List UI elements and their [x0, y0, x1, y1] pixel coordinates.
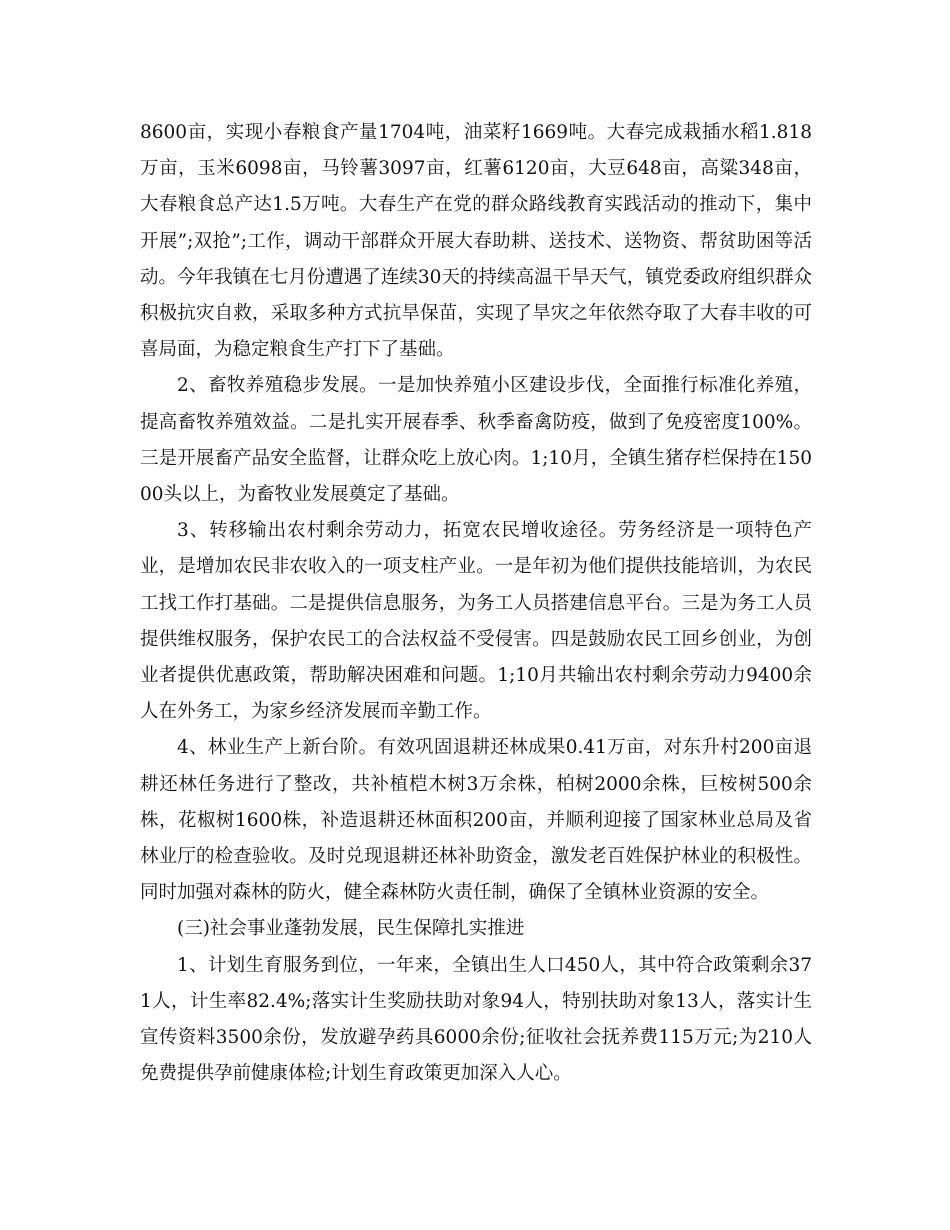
section-heading-social-affairs: (三)社会事业蓬勃发展，民生保障扎实推进 — [177, 918, 525, 940]
document-body — [140, 115, 812, 1092]
paragraph-livestock: 2、畜牧养殖稳步发展。一是加快养殖小区建设步伐，全面推行标准化养殖，提高畜牧养殖效益。二是扎实开展春季、秋季畜禽防疫，做到了免疫密度100%。三是开展畜产品安全监督，让群众吃上放心肉。1;10月，全镇生猪存栏保持在15000头以上，为畜牧业发展奠定了基础。 — [140, 375, 812, 506]
paragraph-labor-export: 3、转移输出农村剩余劳动力，拓宽农民增收途径。劳务经济是一项特色产业，是增加农民非农收入的一项支柱产业。一是年初为他们提供技能培训，为农民工找工作打基础。二是提供信息服务，为务工人员搭建信息平台。三是为务工人员提供维权服务，保护农民工的合法权益不受侵害。四是鼓励农民工回乡创业，为创业者提供优惠政策，帮助解决困难和问题。1;10月共输出农村剩余劳动力9400余人在外务工，为家乡经济发展而辛勤工作。 — [140, 520, 812, 723]
paragraph-family-planning: 1、计划生育服务到位，一年来，全镇出生人口450人，其中符合政策剩余371人，计生率82.4%;落实计生奖励扶助对象94人，特别扶助对象13人，落实计生宣传资料3500余份，发放避孕药具6000余份;征收社会抚养费115万元;为210人免费提供孕前健康体检;计划生育政策更加深入人心。 — [140, 954, 812, 1085]
paragraph-planting-summary: 8600亩，实现小春粮食产量1704吨，油菜籽1669吨。大春完成栽插水稻1.818万亩，玉米6098亩，马铃薯3097亩，红薯6120亩，大豆648亩，高粱348亩，大春粮食总产达1.5万吨。大春生产在党的群众路线教育实践活动的推动下，集中开展”;双抢”;工作，调动干部群众开展大春助耕、送技术、送物资、帮贫助困等活动。今年我镇在七月份遭遇了连续30天的持续高温干旱天气，镇党委政府组织群众积极抗灾自救，采取多种方式抗旱保苗，实现了旱灾之年依然夺取了大春丰收的可喜局面，为稳定粮食生产打下了基础。 — [140, 122, 812, 361]
paragraph-forestry: 4、林业生产上新台阶。有效巩固退耕还林成果0.41万亩，对东升村200亩退耕还林任务进行了整改，共补植桤木树3万余株，柏树2000余株，巨桉树500余株，花椒树1600株，补造退耕还林面积200亩，并顺利迎接了国家林业总局及省林业厅的检查验收。及时兑现退耕还林补助资金，激发老百姓保护林业的积极性。同时加强对森林的防火，健全森林防火责任制，确保了全镇林业资源的安全。 — [140, 737, 812, 904]
